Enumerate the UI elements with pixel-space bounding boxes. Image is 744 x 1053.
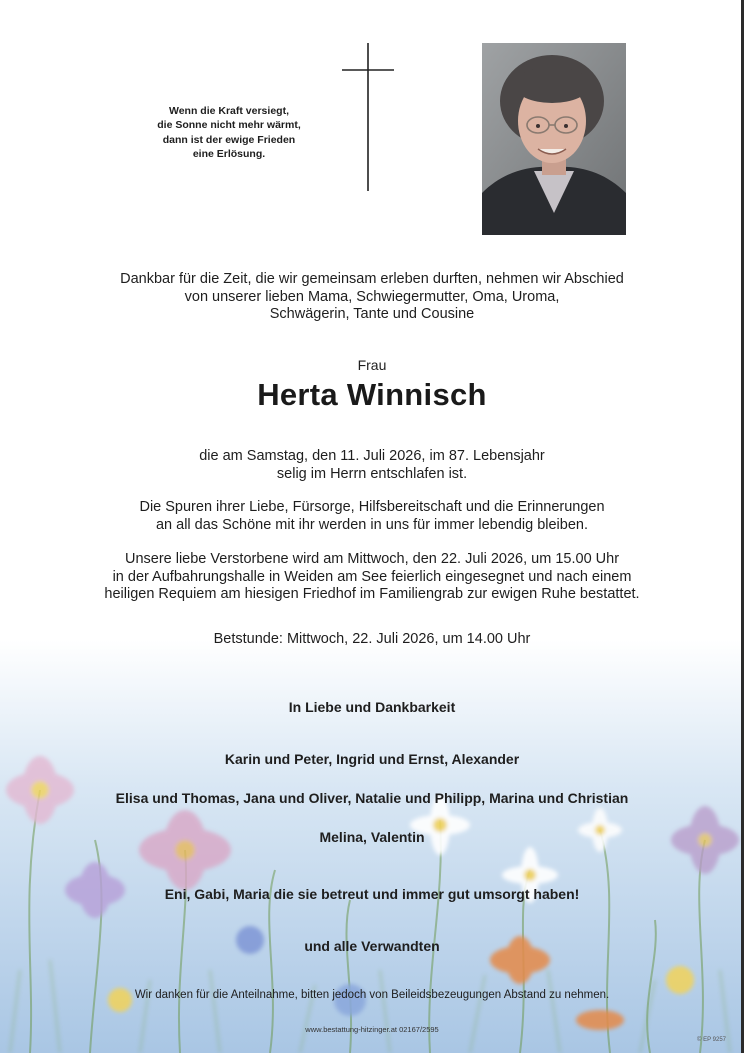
funeral-line: Unsere liebe Verstorbene wird am Mittwoch, den 22. Juli 2026, um 15.00 Uhr (124, 551, 620, 567)
memory-line: Die Spuren ihrer Liebe, Fürsorge, Hilfsbereitschaft und die Erinnerungen (139, 499, 605, 515)
mourners-relatives: und alle Verwandten (304, 938, 440, 954)
death-line: die am Samstag, den 11. Juli 2026, im 87. Lebensjahr (199, 448, 545, 464)
intro-line: Dankbar für die Zeit, die wir gemeinsam erleben durften, nehmen wir Abschied (120, 271, 624, 287)
intro-text (0, 271, 744, 324)
intro-line: von unserer lieben Mama, Schwiegermutter, Oma, Uroma, (184, 288, 560, 305)
quote-line: die Sonne nicht mehr wärmt, (157, 119, 301, 132)
funeral-details (0, 551, 744, 604)
quote-line: eine Erlösung. (192, 147, 266, 160)
footer-url: www.bestattung-hitzinger.at 02167/2595 (305, 1025, 439, 1034)
mourners-caregivers: Eni, Gabi, Maria die sie betreut und immer gut umsorgt haben! (164, 886, 580, 902)
funeral-line: in der Aufbahrungshalle in Weiden am See feierlich eingesegnet und nach einem (112, 568, 632, 585)
salutation: Frau (357, 357, 387, 373)
mourners-grandchildren: Elisa und Thomas, Jana und Oliver, Natalie und Philipp, Marina und Christian (115, 790, 629, 806)
death-line: selig im Herrn entschlafen ist. (276, 465, 468, 482)
quote-line: dann ist der ewige Frieden (162, 133, 296, 146)
memory-text (0, 499, 744, 534)
death-notice (0, 448, 744, 483)
mourners-great-grandchildren: Melina, Valentin (319, 829, 425, 845)
footer-thanks: Wir danken für die Anteilnahme, bitten jedoch von Beileidsbezeugungen Abstand zu nehmen. (134, 989, 610, 1001)
footer-code: © EP 9257 (697, 1037, 726, 1043)
memorial-quote (80, 104, 378, 161)
intro-line: Schwägerin, Tante und Cousine (269, 306, 475, 323)
mourners-heading: In Liebe und Dankbarkeit (288, 699, 456, 715)
funeral-line: heiligen Requiem am hiesigen Friedhof im Familiengrab zur ewigen Ruhe bestattet. (104, 586, 640, 603)
prayer-hour: Betstunde: Mittwoch, 22. Juli 2026, um 14.00 Uhr (213, 631, 531, 647)
mourners-children: Karin und Peter, Ingrid und Ernst, Alexander (224, 751, 520, 767)
deceased-name: Herta Winnisch (257, 377, 487, 412)
memory-line: an all das Schöne mit ihr werden in uns für immer lebendig bleiben. (155, 516, 588, 533)
portrait-photo (482, 43, 626, 235)
quote-line: Wenn die Kraft versiegt, (168, 105, 289, 117)
cross-icon (340, 43, 396, 193)
